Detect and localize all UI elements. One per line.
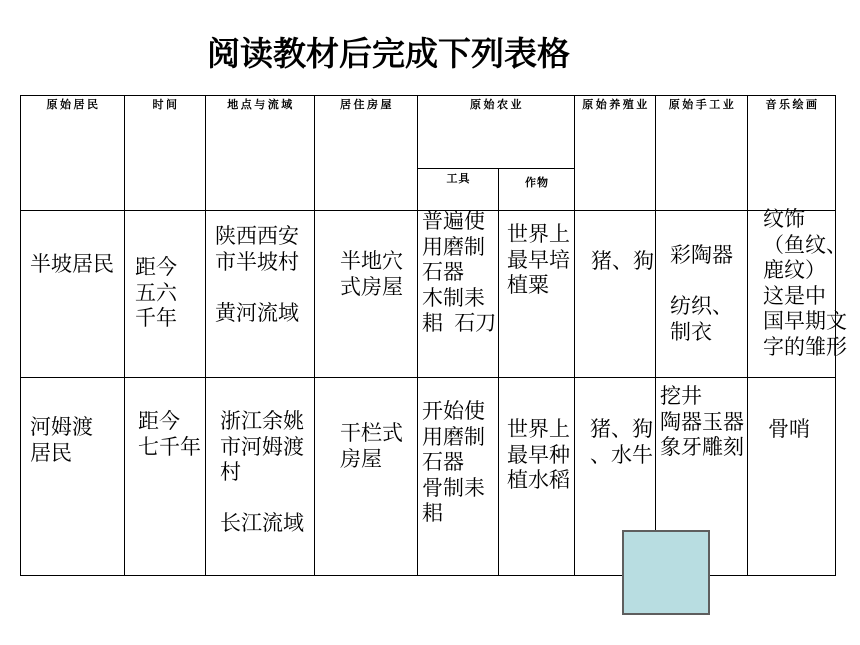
header-label: 地点与流域 [227,99,295,111]
cell-housing [314,210,418,378]
crops-text: 世界上 最早培 植粟 [507,222,570,298]
tools-text: 普遍使 用磨制 石器 木制耒 耜 石刀 [422,209,497,336]
time-text: 距今 五六 千年 [135,255,177,331]
cell-time [124,210,206,378]
cell-location [205,377,315,576]
cell-tools [417,377,499,576]
header-tools [417,168,499,211]
header-resident [20,95,125,211]
header-label: 音乐绘画 [765,99,820,111]
cell-housing [314,377,418,576]
header-agriculture [417,95,575,169]
resident-text: 河姆渡 居民 [30,415,93,465]
livestock-text: 猪、狗 、水牛 [590,417,653,467]
cell-tools [417,210,499,378]
cell-crops [498,377,575,576]
header-label: 作物 [525,177,549,189]
handicraft-text: 彩陶器 纺织、 制衣 [670,243,733,344]
resident-text: 半坡居民 [30,252,114,276]
tools-text: 开始使 用磨制 石器 骨制耒 耜 [422,399,485,526]
housing-text: 半地穴 式房屋 [340,249,403,299]
header-handicraft [655,95,748,211]
cell-resident [20,210,125,378]
header-location [205,95,315,211]
cell-crops [498,210,575,378]
music-painting-text: 纹饰 （鱼纹、 鹿纹） 这是中 国早期文 字的雏形 [763,207,847,359]
cell-music-painting [747,377,836,576]
cell-resident [20,377,125,576]
livestock-text: 猪、狗 [591,249,654,273]
header-label: 时间 [152,99,180,111]
slide-title: 阅读教材后完成下列表格 [207,37,570,73]
header-housing [314,95,418,211]
header-label: 原始养殖业 [582,99,650,111]
header-livestock [574,95,656,211]
location-text: 陕西西安 市半坡村 黄河流域 [215,224,299,325]
action-button[interactable] [622,530,710,615]
data-table [20,95,847,576]
header-music-painting [747,95,836,211]
handicraft-text: 挖井 陶器玉器 象牙雕刻 [660,384,744,460]
music-painting-text: 骨哨 [768,417,810,441]
header-crops [498,168,575,211]
cell-livestock [574,210,656,378]
header-label: 原始居民 [46,99,101,111]
housing-text: 干栏式 房屋 [340,421,403,471]
crops-text: 世界上 最早种 植水稻 [507,417,570,493]
cell-time [124,377,206,576]
cell-music-painting [747,207,847,378]
cell-handicraft [655,210,748,378]
location-text: 浙江余姚 市河姆渡 村 长江流域 [220,409,304,536]
header-label: 原始手工业 [668,99,737,111]
header-label: 原始农业 [470,99,524,111]
header-time [124,95,206,211]
time-text: 距今 七千年 [138,409,201,459]
cell-location [205,210,315,378]
header-label: 工具 [446,173,471,185]
header-label: 居住房屋 [340,99,394,111]
